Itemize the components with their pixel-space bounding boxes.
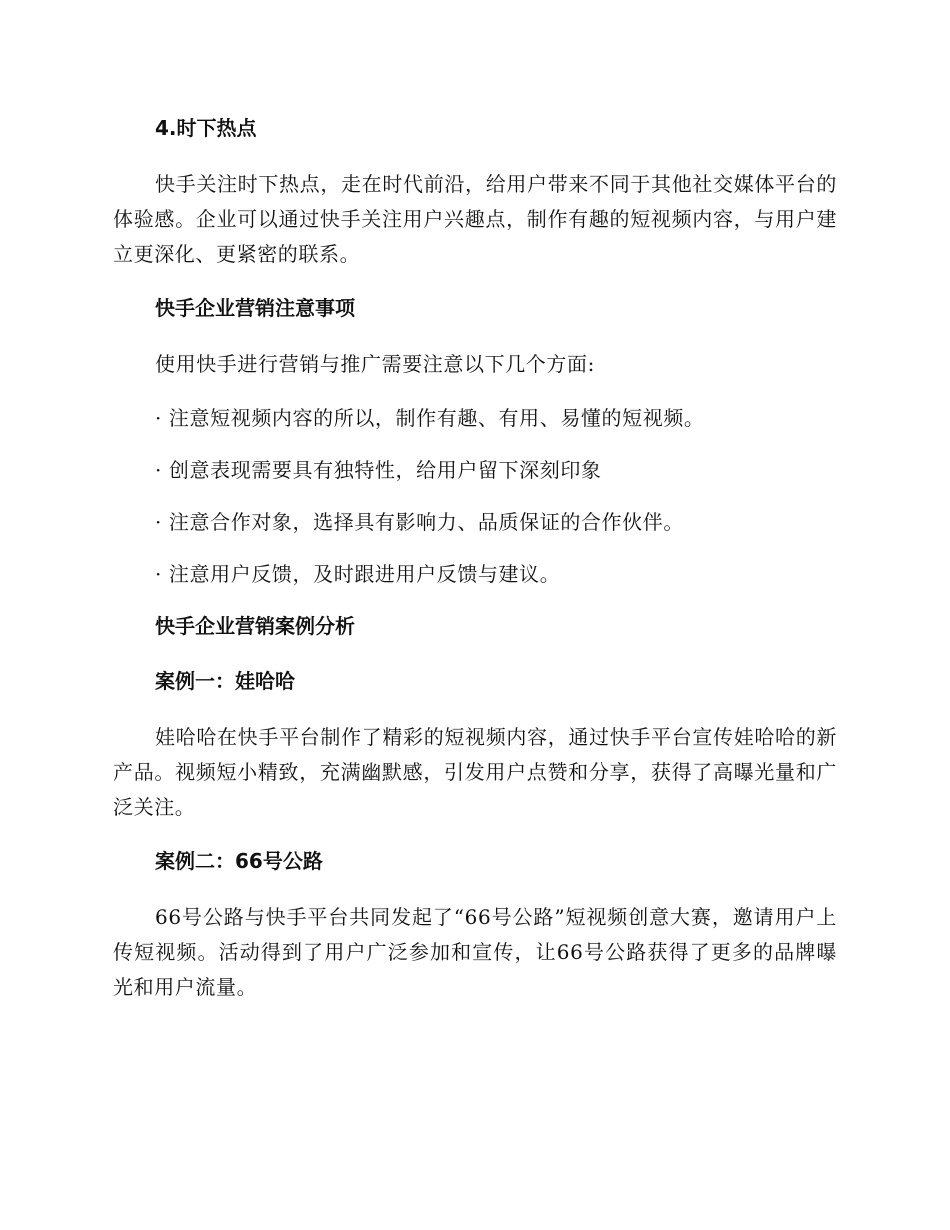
section-heading-hot-topics: 4.时下热点 [155,116,257,140]
paragraph-case-wahaha: 娃哈哈在快手平台制作了精彩的短视频内容，通过快手平台宣传娃哈哈的新产品。视频短小精致，充满幽默感，引发用户点赞和分享，获得了高曝光量和广泛关注。 [113,725,837,819]
bullet-item: · 注意用户反馈，及时跟进用户反馈与建议。 [155,562,561,586]
bullet-item: · 创意表现需要具有独特性，给用户留下深刻印象 [155,458,602,482]
bullet-item: · 注意短视频内容的所以，制作有趣、有用、易懂的短视频。 [155,406,705,430]
bullet-item: · 注意合作对象，选择具有影响力、品质保证的合作伙伴。 [155,510,684,534]
paragraph-hot-topics: 快手关注时下热点，走在时代前沿，给用户带来不同于其他社交媒体平台的体验感。企业可以通过快手关注用户兴趣点，制作有趣的短视频内容，与用户建立更深化、更紧密的联系。 [113,172,837,266]
case-heading-route66: 案例二：66号公路 [155,849,323,873]
section-heading-notes: 快手企业营销注意事项 [155,296,355,320]
paragraph-notes-intro: 使用快手进行营销与推广需要注意以下几个方面: [155,352,595,376]
paragraph-case-route66: 66号公路与快手平台共同发起了“66号公路”短视频创意大赛，邀请用户上传短视频。活动得到了用户广泛参加和宣传，让66号公路获得了更多的品牌曝光和用户流量。 [113,905,837,999]
case-heading-wahaha: 案例一：娃哈哈 [155,669,295,693]
section-heading-cases: 快手企业营销案例分析 [155,614,355,638]
